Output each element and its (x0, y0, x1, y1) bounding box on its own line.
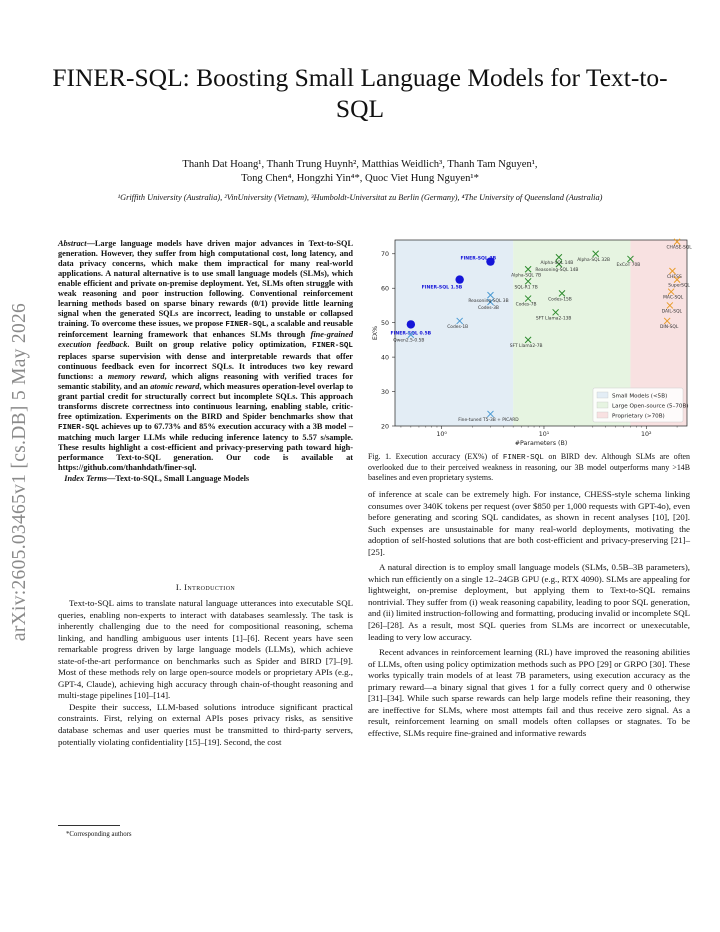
data-label: Reasoning-SQL 3B (468, 299, 509, 305)
data-label: SFT Llama2-7B (509, 343, 543, 349)
abstract-text: replaces sparse supervision with dense and interpretable rewards that offer continuous feedback even for incorrect SQLs. It introduces two key reward functions: a (58, 351, 353, 381)
data-label: FINER-SQL 0.5B (390, 331, 432, 337)
data-point (455, 275, 463, 283)
abstract-emphasis: fine-grained execution feedback (58, 330, 353, 350)
paragraph: Text-to-SQL aims to translate natural language utterances into executable SQL queries, enabling non-experts to interact with databases seamlessly. The task is inherently challenging due to the need for compositional reasoning, schema linking, and handling ambiguous user intents [1]–[6]. Recent years have seen remarkable progress driven by large language models (LLMs), which achieve state-of-the-art performance on benchmarks such as Spider and BIRD [7]–[9]. Most of these methods rely on large open-source models or proprietary APIs (e.g., GPT-4, Claude), achieving high accuracy through chain-of-thought reasoning and multi-stage pipelines [10]–[14]. (58, 598, 353, 701)
data-label: Reasoning-SQL 14B (535, 268, 579, 274)
data-label: Codes-1B (447, 324, 469, 330)
abstract-emphasis: atomic reward (150, 381, 200, 391)
data-label: ExCoT 70B (616, 262, 641, 268)
index-terms-text: —Text-to-SQL, Small Language Models (107, 474, 250, 484)
data-label: SFT Llama2-13B (535, 316, 572, 322)
figure-caption (368, 452, 690, 482)
legend-swatch (597, 412, 608, 418)
x-tick-label: 10⁰ (436, 431, 447, 438)
data-label: CHASE-SQL (666, 245, 692, 251)
y-tick-label: 30 (380, 388, 389, 396)
paper-title: FINER-SQL: Boosting Small Language Models for Text-to-SQL (52, 63, 668, 123)
caption-label: Fig. 1. (368, 452, 391, 461)
data-point (407, 320, 415, 328)
data-label: DAIL-SQL (661, 309, 682, 315)
data-label: Fine-tuned T5-3B + PICARD (458, 417, 519, 423)
paragraph: A natural direction is to employ small language models (SLMs, 0.5B–3B parameters), which run efficiently on a single 12–24GB GPU (e.g., RTX 4090). SLMs are appealing for lightweight, on-premise deployment, but applying them to Text-to-SQL remains nontrivial. They suffer from (i) weak reasoning capability, leading to poor SQL generation, and (ii) limited instruction-following and formatting, producing invalid or incomplete SQL [26]–[28]. As a result, most SQL queries from SLMs are incorrect or unexecutable, leading to very low accuracy. (368, 562, 690, 642)
abstract (58, 239, 353, 484)
legend-label: Small Models (<5B) (612, 393, 668, 400)
abstract-text: —Large language models have driven major advances in Text-to-SQL generation. However, they suffer from high computational cost, long latency, and data privacy concerns, which make them impractical for many real-world applications. A natural alternative is to use small language models (SLMs), which enable efficient and private on-premise deployment. Yet, SLMs often struggle with weak reasoning and poor instruction following. Conventional reinforcement learning methods based on sparse binary rewards (0/1) provide little learning signal when the generated SQLs are incorrect, leading to unstable or collapsed training. To overcome these issues, we propose (58, 239, 353, 329)
data-label: FINER-SQL 3B (460, 256, 497, 262)
legend-swatch (597, 402, 608, 408)
data-label: Alpha-SQL 7B (511, 273, 542, 279)
section-heading: I. Introduction (175, 582, 236, 592)
abstract-emphasis: memory reward (107, 371, 165, 381)
paragraph: Recent advances in reinforcement learning (RL) have improved the reasoning abilities of LLMs, often using policy optimization methods such as PPO [29] or GRPO [30]. These works typically train models of at least 7B parameters, using execution accuracy as the primary reward—a binary signal that gives 1 for a fully correct query and 0 otherwise [31]–[34]. While such sparse rewards can help large models refine their reasoning, they are ineffective for SLMs, where most attempts fail and thus receive zero signal. As a result, reinforcement learning on small models often collapses or stagnates. To be effective, SLMs require fine-grained and informative rewards (368, 647, 690, 738)
caption-text: Execution accuracy (EX%) of (391, 452, 503, 461)
data-label: MAC-SQL (663, 295, 684, 301)
y-axis-label: EX% (372, 325, 379, 341)
caption-text: on BIRD dev. Although SLMs are often overlooked due to their perceived weakness in reasoning, our 3B model outperforms many >14B baselines and even proprietary systems. (368, 452, 690, 482)
y-tick-label: 40 (380, 354, 389, 362)
affiliations: ¹Griffith University (Australia), ²VinUniversity (Vietnam), ³Humboldt-Universitat zu Berlin (Germany), ⁴The University of Queensland (Australia) (117, 193, 603, 202)
ex-vs-params-chart (365, 236, 693, 454)
right-column-text (368, 489, 690, 739)
x-tick-label: 10¹ (538, 431, 550, 438)
index-terms (58, 474, 353, 484)
abstract-body (58, 239, 353, 473)
abstract-text: . Built on group relative policy optimization, (127, 340, 312, 350)
abstract-text: achieves up to 67.73% and 85% execution accuracy with a 3B model – matching much larger LLMs while reducing inference latency to 5.57 s/sample. These results highlight a cost-efficient and privacy-preserving path toward high-performance Text-to-SQL generation. Our code is available at https://github.com/thanhdath/finer-sql. (58, 421, 353, 473)
data-label: Alpha-SQL 14B (540, 261, 574, 267)
data-label: Alpha-SQL 32B (577, 257, 611, 263)
y-tick-label: 70 (380, 251, 389, 259)
authors-line-2: Tong Chen⁴, Hongzhi Yin⁴*, Quoc Viet Hung Nguyen¹* (241, 172, 479, 184)
data-label: Codes-7B (515, 302, 537, 308)
abstract-text: , which aligns reasoning with verified traces for semantic stability, and an (58, 371, 353, 391)
method-name: FINER-SQL (225, 321, 267, 330)
data-label: SuperSQL (668, 283, 690, 289)
index-terms-label: Index Terms (64, 474, 108, 484)
abstract-text: , a scalable and reusable reinforcement learning framework that enhances SLMs through (58, 319, 353, 340)
y-tick-label: 20 (380, 423, 389, 431)
arxiv-stamp (2, 262, 38, 682)
author-list (60, 158, 660, 185)
data-label: FINER-SQL 1.5B (421, 285, 463, 291)
data-label: CHESS (667, 275, 682, 280)
data-label: Codes-15B (548, 297, 572, 303)
x-axis-label: #Parameters (B) (514, 440, 568, 447)
legend-label: Large Open-source (5–70B) (612, 403, 689, 410)
authors-line-1: Thanh Dat Hoang¹, Thanh Trung Huynh², Matthias Weidlich³, Thanh Tam Nguyen¹, (182, 159, 538, 170)
abstract-text: , which measures operation-level overlap to grant partial credit for structurally correct but incomplete SQLs. This approach transforms discrete correctness into continuous learning, enabling stable, critic-free optimization. Experiments on the BIRD and Spider benchmarks show that (58, 381, 353, 421)
y-tick-label: 60 (380, 285, 389, 293)
method-name: FINER-SQL (502, 454, 544, 462)
data-label: Qwen2.5-0.5B (393, 338, 425, 344)
figure-1 (365, 236, 693, 454)
left-column-text (58, 598, 353, 748)
abstract-label: Abstract (58, 239, 87, 248)
data-label: Codes-3B (478, 306, 499, 311)
paragraph: Despite their success, LLM-based solutions introduce significant practical constraints. First, relying on external APIs poses privacy risks, as sensitive database schemas and user queries must be transmitted to third-party servers, potentially violating confidentiality [15]–[19]. Second, the cost (58, 701, 353, 747)
arxiv-id: arXiv:2605.03465v1 [cs.DB] 5 May 2026 (9, 302, 30, 642)
paragraph: of inference at scale can be extremely high. For instance, CHESS-style schema linking consumes over 340K tokens per request (over $850 per 1,000 requests with GPT-4o), even before generating and scoring SQL candidates, as shown in recent analyses [10], [20]. Such expenses are unsustainable for many real-world deployments, motivating the adoption of self-hosted solutions that are both cost-efficient and privacy-preserving [21]–[25]. (368, 489, 690, 557)
x-tick-label: 10² (641, 431, 652, 438)
footnote: *Corresponding authors (66, 831, 132, 838)
method-name: FINER-SQL (58, 423, 100, 432)
data-label: DIN-SQL (660, 324, 679, 330)
method-name: FINER-SQL (311, 342, 353, 351)
legend-label: Proprietary (>70B) (612, 413, 665, 420)
legend-swatch (597, 392, 608, 398)
data-label: SQL-R1 7B (514, 285, 538, 291)
footnote-rule (58, 825, 120, 826)
y-tick-label: 50 (380, 319, 389, 327)
